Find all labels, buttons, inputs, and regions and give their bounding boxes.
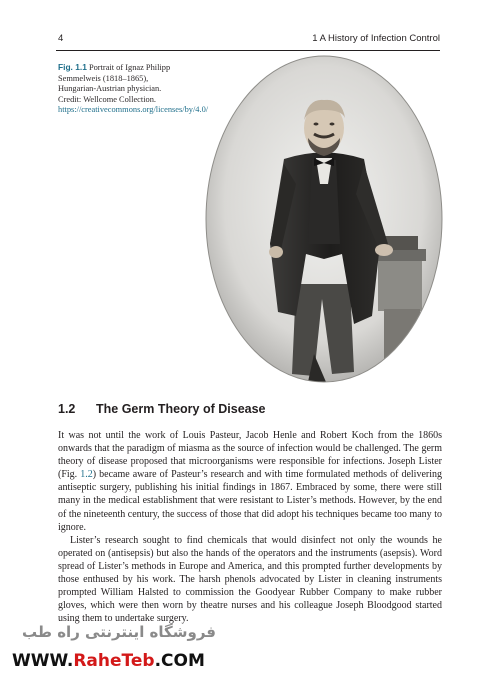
- paragraph: Lister’s research sought to find chemicals that would disinfect not only the wounds he operated on (antisepsis) but also the hands of the operators and the instruments (asepsis). Word spread of Lister’s methods in Europe and America, and this prompted further developments by those enthused by his work. The harsh phenols advocated by Lister in cleaning instruments prompted William Halsted to commission the Goodyear Rubber Company to make rubber gloves, which were then worn by theatre nurses and his colleague Joseph Bloodgood started using them to undertake surgery.: [58, 534, 442, 625]
- body-text: [58, 429, 442, 625]
- section-heading: [58, 402, 266, 416]
- figure-reference-link[interactable]: 1.2: [80, 469, 93, 481]
- watermark-url: [12, 651, 205, 671]
- paragraph: [58, 429, 442, 534]
- watermark-url-suffix: .COM: [154, 651, 205, 671]
- section-number: 1.2: [58, 402, 76, 416]
- watermark-url-prefix: WWW.: [12, 651, 74, 671]
- portrait-image: [204, 54, 444, 384]
- figure-caption-text: Portrait of Ignaz Philipp Semmelweis (1818–1865), Hungarian-Austrian physician. Credit: Wellcome Collection.: [58, 63, 171, 104]
- credit-link[interactable]: https://creativecommons.org/licenses/by/4.0/: [58, 105, 209, 115]
- page-number: 4: [58, 33, 64, 44]
- watermark: [12, 621, 222, 683]
- running-head: 1 A History of Infection Control: [312, 33, 440, 44]
- watermark-url-brand: RaheTeb: [73, 651, 155, 671]
- figure-label: Fig. 1.1: [58, 62, 87, 72]
- paragraph-text: ) became aware of Pasteur’s research and with time formulated methods of delivering antiseptic surgery, publishing his initial findings in 1867. Embraced by some, there were still many in the medical establishment that were resistant to Lister’s methods. However, by the end of the nineteenth century, the success of those that did adopt his techniques became too many to ignore.: [58, 469, 443, 533]
- figure-caption: [58, 62, 209, 116]
- section-title: The Germ Theory of Disease: [96, 402, 266, 416]
- watermark-persian-text: فروشگاه اینترنتی راه طب: [21, 623, 216, 641]
- paragraph-text: It was not until the work of Louis Pasteur, Jacob Henle and Robert Koch from the 1860s onwards that the paradigm of miasma as the source of infection would be challenged. The germ theory of disease proposed that microorganisms were responsible for infections. Joseph Lister (Fig.: [58, 430, 442, 481]
- header-rule: [56, 50, 440, 51]
